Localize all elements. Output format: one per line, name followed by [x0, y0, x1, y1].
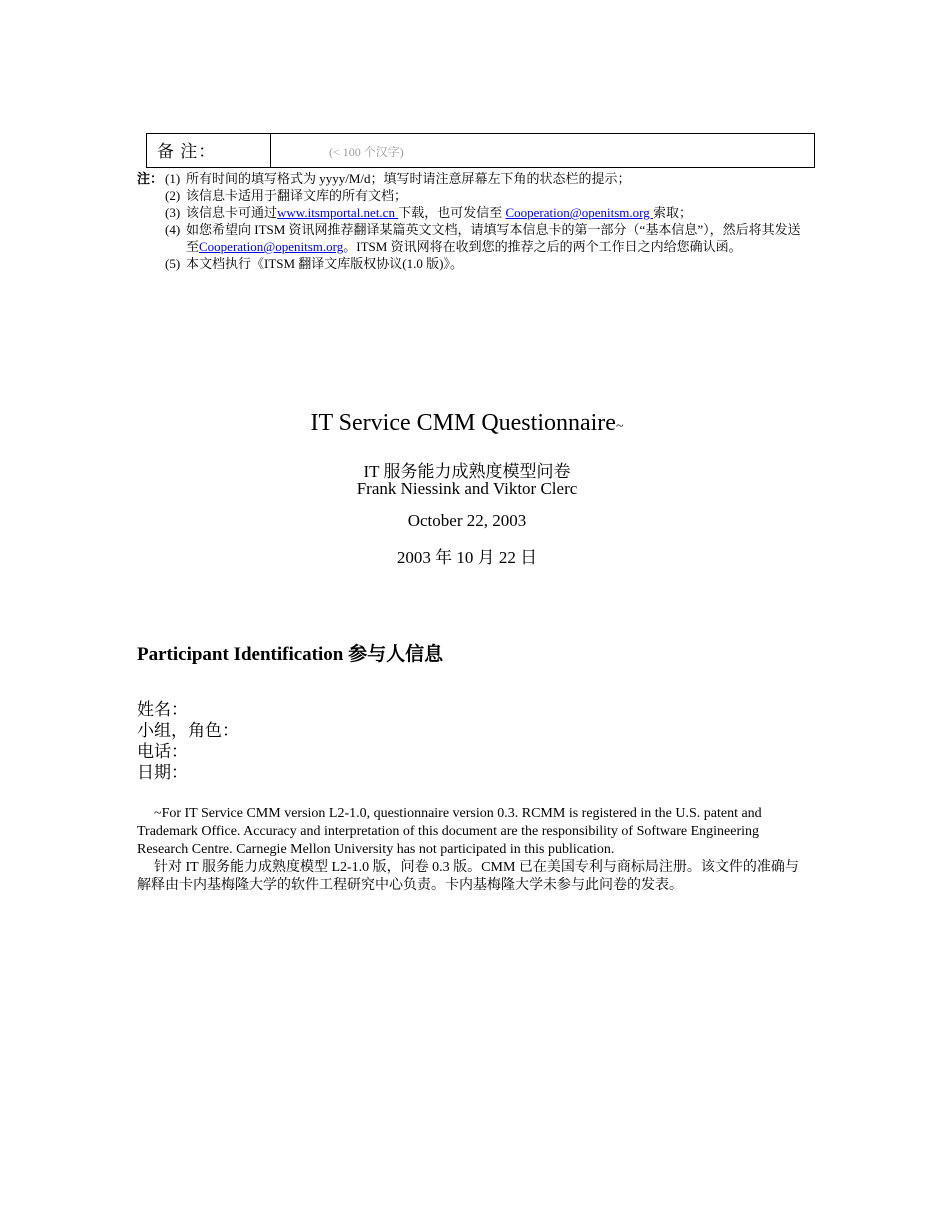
date-english: October 22, 2003 [407, 511, 527, 530]
remarks-table [146, 133, 815, 168]
remarks-input[interactable]: (< 100 个汉字) [329, 145, 404, 159]
note-item [137, 204, 807, 221]
document-subtitle: IT 服务能力成熟度模型问卷 [363, 462, 571, 481]
email-link[interactable]: Cooperation@openitsm.org [505, 205, 653, 220]
note-text: 所有时间的填写格式为 yyyy/M/d；填写时请注意屏幕左下角的状态栏的提示； [186, 171, 631, 186]
note-item [137, 221, 807, 255]
note-item [137, 255, 807, 272]
notes-section [137, 170, 807, 272]
note-text: 本文档执行《ITSM 翻译文库版权协议(1.0 版)》。 [186, 256, 463, 271]
remarks-label: 备 注： [147, 134, 271, 167]
note-text: 如您希望向 ITSM 资讯网推荐翻译某篇英文文档，请填写本信息卡的第一部分（“基本信息”），然后将其发送至Cooperation@openitsm.org。ITSM 资讯网将在收到您的推荐之后的两个工作日之内给您确认函。 [186, 222, 801, 254]
note-number: (4) [165, 222, 181, 237]
date-chinese: 2003 年 10 月 22 日 [396, 548, 538, 567]
name-field[interactable]: 姓名： [137, 700, 188, 719]
title-mark: ~ [615, 419, 624, 434]
note-number: (1) [165, 171, 181, 186]
document-title: IT Service CMM Questionnaire~ [310, 410, 624, 436]
date-field[interactable]: 日期： [137, 763, 188, 782]
authors: Frank Niessink and Viktor Clerc [356, 479, 578, 498]
footnote-chinese: 针对 IT 服务能力成熟度模型 L2-1.0 版，问卷 0.3 版。CMM 已在美国专利与商标局注册。该文件的准确与解释由卡内基梅隆大学的软件工程研究中心负责。卡内基梅隆大学未参与此问卷的发表。 [137, 860, 799, 893]
phone-field[interactable]: 电话： [137, 742, 188, 761]
note-text: 该信息卡可通过www.itsmportal.net.cn 下载，也可发信至 Cooperation@openitsm.org 索取； [186, 205, 692, 220]
note-number: (2) [165, 188, 181, 203]
note-text: 该信息卡适用于翻译文库的所有文档； [186, 188, 408, 203]
participant-fields [137, 699, 239, 783]
footnote-english: ~For IT Service CMM version L2-1.0, questionnaire version 0.3. RCMM is registered in the U.S. patent and Trademark Office. Accuracy and interpretation of this document are the responsibility of Software Engineering Research Centre. Carnegie Mellon University has not participated in this publication. [137, 806, 762, 857]
note-number: (3) [165, 205, 181, 220]
footnote [137, 805, 802, 895]
notes-prefix: 注： [137, 171, 164, 186]
note-item [137, 170, 807, 187]
note-item [137, 187, 807, 204]
note-number: (5) [165, 256, 181, 271]
email-link[interactable]: Cooperation@openitsm.org [199, 239, 344, 254]
group-role-field[interactable]: 小组，角色： [137, 721, 239, 740]
participant-heading: Participant Identification 参与人信息 [137, 644, 444, 665]
portal-link[interactable]: www.itsmportal.net.cn [277, 205, 399, 220]
